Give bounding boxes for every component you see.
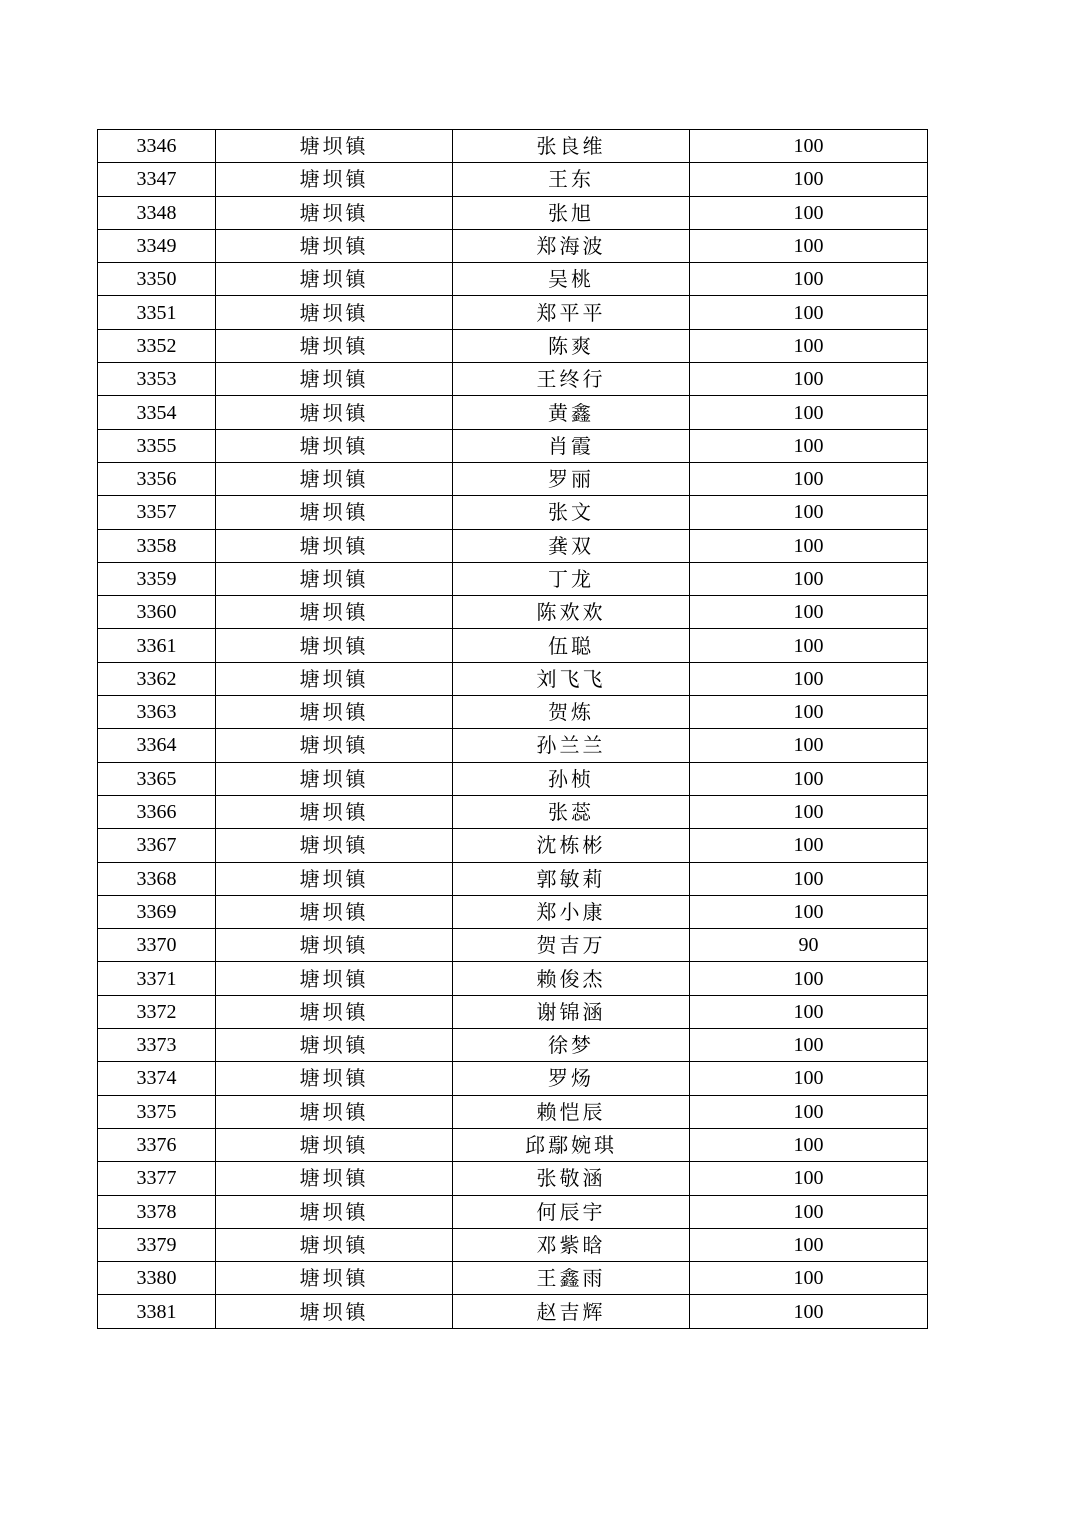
amount-cell: 100 (690, 263, 928, 296)
table-row (98, 762, 928, 795)
town-cell: 塘坝镇 (216, 696, 453, 729)
amount-cell: 100 (690, 562, 928, 595)
town-cell: 塘坝镇 (216, 329, 453, 362)
table-row (98, 662, 928, 695)
town-cell: 塘坝镇 (216, 529, 453, 562)
table-row (98, 296, 928, 329)
amount-cell: 100 (690, 529, 928, 562)
town-cell: 塘坝镇 (216, 895, 453, 928)
roster-table (97, 129, 928, 1329)
row-number-cell: 3365 (98, 762, 216, 795)
town-cell: 塘坝镇 (216, 1262, 453, 1295)
table-row (98, 862, 928, 895)
table-row (98, 729, 928, 762)
town-cell: 塘坝镇 (216, 1195, 453, 1228)
name-cell: 沈栋彬 (453, 829, 690, 862)
row-number-cell: 3349 (98, 229, 216, 262)
row-number-cell: 3353 (98, 363, 216, 396)
town-cell: 塘坝镇 (216, 1228, 453, 1261)
amount-cell: 100 (690, 462, 928, 495)
name-cell: 王鑫雨 (453, 1262, 690, 1295)
town-cell: 塘坝镇 (216, 363, 453, 396)
amount-cell: 100 (690, 762, 928, 795)
table-row (98, 229, 928, 262)
town-cell: 塘坝镇 (216, 1062, 453, 1095)
name-cell: 郑小康 (453, 895, 690, 928)
amount-cell: 100 (690, 496, 928, 529)
town-cell: 塘坝镇 (216, 629, 453, 662)
amount-cell: 100 (690, 1128, 928, 1161)
name-cell: 赵吉辉 (453, 1295, 690, 1328)
table-row (98, 496, 928, 529)
row-number-cell: 3348 (98, 196, 216, 229)
row-number-cell: 3351 (98, 296, 216, 329)
row-number-cell: 3356 (98, 462, 216, 495)
amount-cell: 100 (690, 363, 928, 396)
table-row (98, 1095, 928, 1128)
town-cell: 塘坝镇 (216, 995, 453, 1028)
row-number-cell: 3368 (98, 862, 216, 895)
row-number-cell: 3378 (98, 1195, 216, 1228)
town-cell: 塘坝镇 (216, 229, 453, 262)
amount-cell: 100 (690, 995, 928, 1028)
table-row (98, 1062, 928, 1095)
table-row (98, 895, 928, 928)
table-row (98, 629, 928, 662)
table-row (98, 1162, 928, 1195)
table-row (98, 1295, 928, 1328)
town-cell: 塘坝镇 (216, 1162, 453, 1195)
row-number-cell: 3347 (98, 163, 216, 196)
name-cell: 丁龙 (453, 562, 690, 595)
town-cell: 塘坝镇 (216, 1128, 453, 1161)
row-number-cell: 3370 (98, 929, 216, 962)
name-cell: 王终行 (453, 363, 690, 396)
roster-table-container (97, 129, 928, 1329)
town-cell: 塘坝镇 (216, 1295, 453, 1328)
town-cell: 塘坝镇 (216, 662, 453, 695)
town-cell: 塘坝镇 (216, 263, 453, 296)
row-number-cell: 3371 (98, 962, 216, 995)
row-number-cell: 3362 (98, 662, 216, 695)
name-cell: 张旭 (453, 196, 690, 229)
amount-cell: 100 (690, 662, 928, 695)
amount-cell: 100 (690, 296, 928, 329)
name-cell: 贺炼 (453, 696, 690, 729)
amount-cell: 100 (690, 1095, 928, 1128)
name-cell: 孙兰兰 (453, 729, 690, 762)
table-row (98, 795, 928, 828)
amount-cell: 100 (690, 1262, 928, 1295)
town-cell: 塘坝镇 (216, 795, 453, 828)
table-row (98, 196, 928, 229)
amount-cell: 90 (690, 929, 928, 962)
table-row (98, 562, 928, 595)
row-number-cell: 3358 (98, 529, 216, 562)
amount-cell: 100 (690, 1029, 928, 1062)
row-number-cell: 3376 (98, 1128, 216, 1161)
row-number-cell: 3379 (98, 1228, 216, 1261)
table-row (98, 396, 928, 429)
name-cell: 贺吉万 (453, 929, 690, 962)
row-number-cell: 3355 (98, 429, 216, 462)
town-cell: 塘坝镇 (216, 163, 453, 196)
name-cell: 伍聪 (453, 629, 690, 662)
table-row (98, 163, 928, 196)
name-cell: 陈欢欢 (453, 596, 690, 629)
town-cell: 塘坝镇 (216, 296, 453, 329)
row-number-cell: 3360 (98, 596, 216, 629)
amount-cell: 100 (690, 729, 928, 762)
name-cell: 郑海波 (453, 229, 690, 262)
name-cell: 刘飞飞 (453, 662, 690, 695)
table-row (98, 429, 928, 462)
town-cell: 塘坝镇 (216, 762, 453, 795)
amount-cell: 100 (690, 596, 928, 629)
row-number-cell: 3346 (98, 130, 216, 163)
town-cell: 塘坝镇 (216, 596, 453, 629)
town-cell: 塘坝镇 (216, 862, 453, 895)
name-cell: 张文 (453, 496, 690, 529)
name-cell: 罗丽 (453, 462, 690, 495)
table-row (98, 829, 928, 862)
table-row (98, 329, 928, 362)
row-number-cell: 3363 (98, 696, 216, 729)
name-cell: 孙桢 (453, 762, 690, 795)
row-number-cell: 3357 (98, 496, 216, 529)
name-cell: 陈爽 (453, 329, 690, 362)
name-cell: 何辰宇 (453, 1195, 690, 1228)
name-cell: 郭敏莉 (453, 862, 690, 895)
name-cell: 赖俊杰 (453, 962, 690, 995)
town-cell: 塘坝镇 (216, 496, 453, 529)
amount-cell: 100 (690, 1228, 928, 1261)
name-cell: 谢锦涵 (453, 995, 690, 1028)
table-row (98, 596, 928, 629)
town-cell: 塘坝镇 (216, 829, 453, 862)
table-row (98, 696, 928, 729)
name-cell: 张蕊 (453, 795, 690, 828)
table-row (98, 995, 928, 1028)
town-cell: 塘坝镇 (216, 962, 453, 995)
table-row (98, 363, 928, 396)
town-cell: 塘坝镇 (216, 1029, 453, 1062)
table-row (98, 263, 928, 296)
row-number-cell: 3352 (98, 329, 216, 362)
town-cell: 塘坝镇 (216, 1095, 453, 1128)
town-cell: 塘坝镇 (216, 562, 453, 595)
row-number-cell: 3366 (98, 795, 216, 828)
name-cell: 赖恺辰 (453, 1095, 690, 1128)
amount-cell: 100 (690, 130, 928, 163)
row-number-cell: 3373 (98, 1029, 216, 1062)
roster-table-body (98, 130, 928, 1329)
table-row (98, 130, 928, 163)
name-cell: 郑平平 (453, 296, 690, 329)
table-row (98, 1029, 928, 1062)
amount-cell: 100 (690, 1162, 928, 1195)
town-cell: 塘坝镇 (216, 396, 453, 429)
town-cell: 塘坝镇 (216, 429, 453, 462)
name-cell: 邓紫晗 (453, 1228, 690, 1261)
amount-cell: 100 (690, 829, 928, 862)
row-number-cell: 3375 (98, 1095, 216, 1128)
name-cell: 张敬涵 (453, 1162, 690, 1195)
town-cell: 塘坝镇 (216, 929, 453, 962)
row-number-cell: 3367 (98, 829, 216, 862)
row-number-cell: 3369 (98, 895, 216, 928)
row-number-cell: 3374 (98, 1062, 216, 1095)
row-number-cell: 3350 (98, 263, 216, 296)
row-number-cell: 3377 (98, 1162, 216, 1195)
amount-cell: 100 (690, 696, 928, 729)
row-number-cell: 3372 (98, 995, 216, 1028)
table-row (98, 962, 928, 995)
name-cell: 吴桃 (453, 263, 690, 296)
amount-cell: 100 (690, 229, 928, 262)
name-cell: 肖霞 (453, 429, 690, 462)
amount-cell: 100 (690, 629, 928, 662)
row-number-cell: 3364 (98, 729, 216, 762)
row-number-cell: 3359 (98, 562, 216, 595)
table-row (98, 1228, 928, 1261)
town-cell: 塘坝镇 (216, 462, 453, 495)
amount-cell: 100 (690, 1295, 928, 1328)
name-cell: 龚双 (453, 529, 690, 562)
name-cell: 张良维 (453, 130, 690, 163)
table-row (98, 462, 928, 495)
row-number-cell: 3354 (98, 396, 216, 429)
table-row (98, 929, 928, 962)
town-cell: 塘坝镇 (216, 729, 453, 762)
name-cell: 罗炀 (453, 1062, 690, 1095)
amount-cell: 100 (690, 429, 928, 462)
row-number-cell: 3361 (98, 629, 216, 662)
amount-cell: 100 (690, 862, 928, 895)
amount-cell: 100 (690, 962, 928, 995)
name-cell: 徐梦 (453, 1029, 690, 1062)
table-row (98, 1195, 928, 1228)
town-cell: 塘坝镇 (216, 196, 453, 229)
amount-cell: 100 (690, 396, 928, 429)
amount-cell: 100 (690, 1195, 928, 1228)
name-cell: 王东 (453, 163, 690, 196)
name-cell: 邱鄢婉琪 (453, 1128, 690, 1161)
name-cell: 黄鑫 (453, 396, 690, 429)
town-cell: 塘坝镇 (216, 130, 453, 163)
amount-cell: 100 (690, 795, 928, 828)
amount-cell: 100 (690, 329, 928, 362)
row-number-cell: 3381 (98, 1295, 216, 1328)
table-row (98, 1128, 928, 1161)
table-row (98, 1262, 928, 1295)
amount-cell: 100 (690, 1062, 928, 1095)
row-number-cell: 3380 (98, 1262, 216, 1295)
amount-cell: 100 (690, 163, 928, 196)
amount-cell: 100 (690, 895, 928, 928)
amount-cell: 100 (690, 196, 928, 229)
table-row (98, 529, 928, 562)
